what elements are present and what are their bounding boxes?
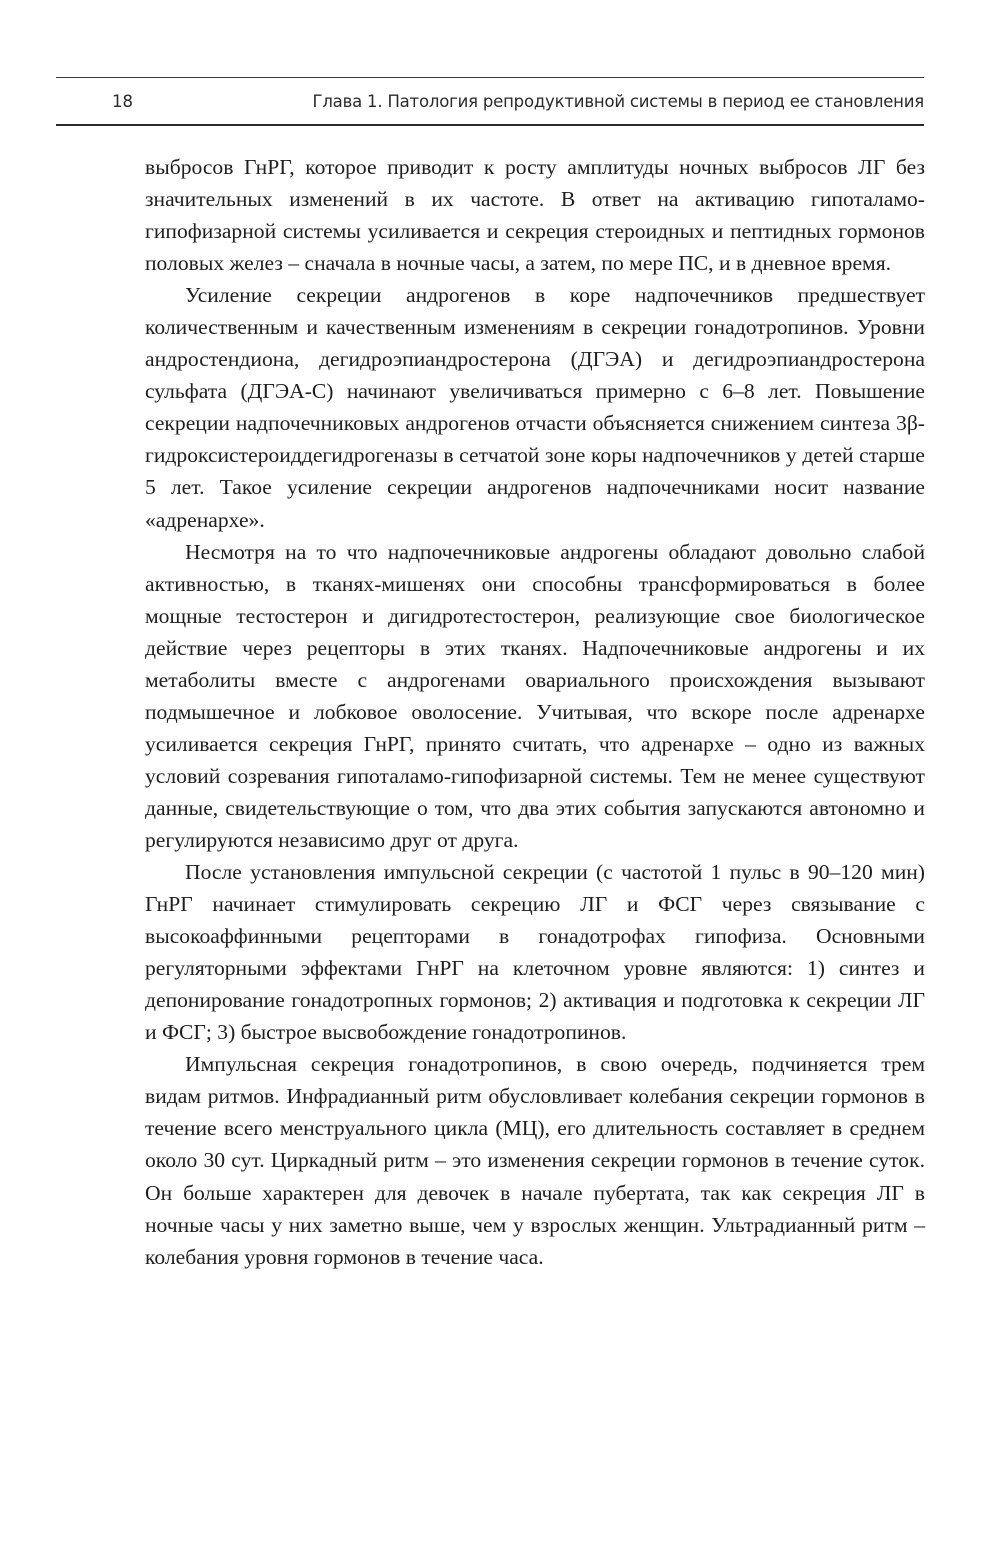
header-bottom-rule	[56, 124, 924, 126]
paragraph-continuation: выбросов ГнРГ, которое приводит к росту амплитуды ночных выбросов ЛГ без значительных изменений в их частоте. В ответ на активацию гипоталамо-гипофизарной системы усиливается и секреция стероидных и пептидных гормонов половых желез – сначала в ночные часы, а затем, по мере ПС, и в дневное время.	[145, 155, 925, 276]
paragraph-rhythms: Импульсная секреция гонадотропинов, в свою очередь, подчиняется трем видам ритмов. Инфрадианный ритм обусловливает колебания секреции гормонов в течение всего менструального цикла (МЦ), его длительность составляет в среднем около 30 сут. Циркадный ритм – это изменения секреции гормонов в течение суток. Он больше характерен для девочек в начале пубертата, так как секреция ЛГ в ночные часы у них заметно выше, чем у взрослых женщин. Ультрадианный ритм – колебания уровня гормонов в течение часа.	[145, 1052, 925, 1269]
paragraph-pulsatile-secretion: После установления импульсной секреции (с частотой 1 пульс в 90–120 мин) ГнРГ начинает стимулировать секрецию ЛГ и ФСГ через связывание с высокоаффинными рецепторами в гонадотрофах гипофиза. Основными регуляторными эффектами ГнРГ на клеточном уровне являются: 1) синтез и депонирование гонадотропных гормонов; 2) активация и подготовка к секреции ЛГ и ФСГ; 3) быстрое высвобождение гонадотропинов.	[145, 860, 925, 1045]
header-top-rule	[56, 77, 924, 78]
paragraph-adrenal-androgens: Усиление секреции андрогенов в коре надпочечников предшествует количественным и качественным изменениям в секреции гонадотропинов. Уровни андростендиона, дегидроэпиандростерона (ДГЭА) и дегидроэпиандростерона сульфата (ДГЭА-С) начинают увеличиваться примерно с 6–8 лет. Повышение секреции надпочечниковых андрогенов отчасти объясняется снижением синтеза 3β-гидроксистероиддегидрогеназы в сетчатой зоне коры надпочечников у детей старше 5 лет. Такое усиление секреции андрогенов надпочечниками носит название «адренархе».	[145, 283, 925, 532]
paragraph-adrenarche: Несмотря на то что надпочечниковые андрогены обладают довольно слабой активностью, в тканях-мишенях они способны трансформироваться в более мощные тестостерон и дигидротестостерон, реализующие свое биологическое действие через рецепторы в этих тканях. Надпочечниковые андрогены и их метаболиты вместе с андрогенами овариального происхождения вызывают подмышечное и лобковое оволосение. Учитывая, что вскоре после адренархе усиливается секреция ГнРГ, принято считать, что адренархе – одно из важных условий созревания гипоталамо-гипофизарной системы. Тем не менее существуют данные, свидетельствующие о том, что два этих события запускаются автономно и регулируются независимо друг от друга.	[145, 539, 925, 852]
page-number: 18	[112, 92, 133, 111]
running-header	[112, 88, 924, 118]
body-text	[145, 151, 925, 1273]
chapter-running-title: Глава 1. Патология репродуктивной системы в период ее становления	[312, 92, 924, 111]
